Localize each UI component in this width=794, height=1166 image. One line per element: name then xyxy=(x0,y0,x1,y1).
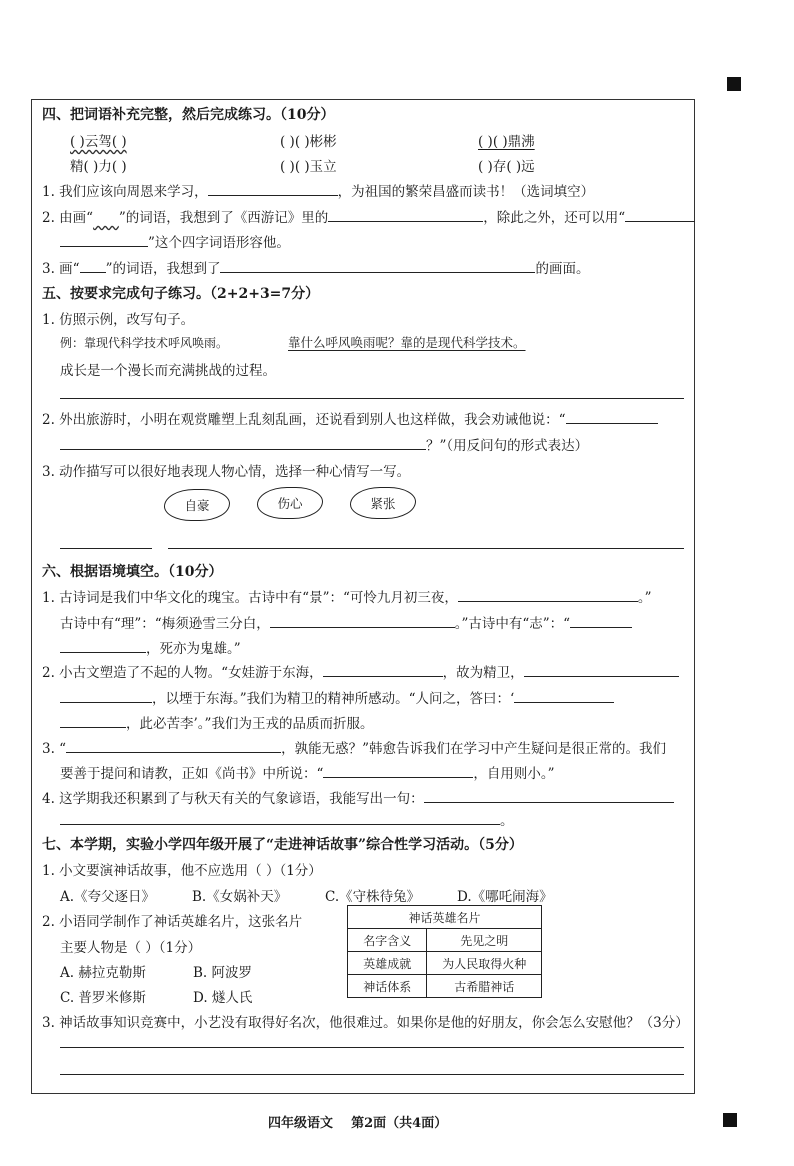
sec6-q4-cont: 。 xyxy=(60,809,514,829)
registration-mark-top xyxy=(727,77,741,91)
hero-card-table xyxy=(347,905,542,998)
card-value: 先见之明 xyxy=(427,929,542,952)
sec5-q3: 3. 动作描写可以很好地表现人物心情，选择一种心情写一写。 xyxy=(42,464,411,480)
option-a[interactable]: A.《夸父逐日》 xyxy=(60,889,156,905)
answer-blank[interactable] xyxy=(323,662,443,677)
answer-blank[interactable] xyxy=(60,638,146,653)
answer-blank[interactable] xyxy=(323,763,473,778)
answer-blank[interactable] xyxy=(625,207,695,222)
card-label: 神话体系 xyxy=(348,975,427,998)
sec6-q2-cont2: ，此必苦李’。”我们为王戎的品质而折服。 xyxy=(60,712,373,732)
answer-blank[interactable] xyxy=(208,181,338,196)
word-blank[interactable]: 精( )力( ) xyxy=(70,159,127,175)
section-4-title: 四、把词语补充完整，然后完成练习。（10分） xyxy=(42,107,335,123)
rewrite-sentence: 成长是一个漫长而充满挑战的过程。 xyxy=(60,363,276,379)
answer-line[interactable] xyxy=(60,548,152,549)
card-label: 英雄成就 xyxy=(348,952,427,975)
sec6-q3: 3. “ ，孰能无惑？”韩愈告诉我们在学习中产生疑问是很正常的。我们 xyxy=(42,737,666,757)
answer-blank[interactable] xyxy=(328,207,483,222)
sec7-q3: 3. 神话故事知识竞赛中，小艺没有取得好名次，他很难过。如果你是他的好朋友，你会怎么安慰他？（3分） xyxy=(42,1015,689,1031)
answer-blank[interactable] xyxy=(424,788,674,803)
example-sentence: 例：靠现代科学技术呼风唤雨。 xyxy=(60,336,229,350)
answer-blank[interactable] xyxy=(270,613,455,628)
answer-blank[interactable] xyxy=(458,587,638,602)
registration-mark-bottom xyxy=(723,1113,737,1127)
answer-blank[interactable] xyxy=(60,232,148,247)
option-b[interactable]: B.《女娲补天》 xyxy=(192,889,288,905)
option-a[interactable]: A. 赫拉克勒斯 xyxy=(60,965,146,981)
answer-blank[interactable] xyxy=(60,713,126,728)
word-blank[interactable]: ( )( )玉立 xyxy=(280,159,337,175)
mood-option-proud[interactable]: 自豪 xyxy=(164,489,230,521)
answer-line[interactable] xyxy=(60,1047,684,1048)
card-value: 古希腊神话 xyxy=(427,975,542,998)
sec6-q1: 1. 古诗词是我们中华文化的瑰宝。古诗中有“景”：“可怜九月初三夜， 。” xyxy=(42,586,652,606)
word-blank[interactable]: ( )( )彬彬 xyxy=(280,134,337,150)
option-d[interactable]: D.《哪吒闹海》 xyxy=(457,889,553,905)
sec7-q1: 1. 小文要演神话故事，他不应选用（ ）（1分） xyxy=(42,863,322,879)
section-7-title: 七、本学期，实验小学四年级开展了“走进神话故事”综合性学习活动。（5分） xyxy=(42,837,523,853)
option-d[interactable]: D. 燧人氏 xyxy=(193,990,253,1006)
mood-option-sad[interactable]: 伤心 xyxy=(257,487,323,519)
answer-line[interactable] xyxy=(60,1074,684,1075)
sec5-q2-cont: ？”（用反问句的形式表达） xyxy=(60,434,588,454)
sec7-q2: 2. 小语同学制作了神话英雄名片，这张名片 xyxy=(42,914,303,930)
sec4-q1: 1. 我们应该向周恩来学习， ，为祖国的繁荣昌盛而读书！（选词填空） xyxy=(42,180,594,200)
card-value: 为人民取得火种 xyxy=(427,952,542,975)
answer-blank[interactable] xyxy=(66,738,281,753)
section-5-title: 五、按要求完成句子练习。（2+2+3=7分） xyxy=(42,286,320,302)
sec4-q2-cont: ”这个四字词语形容他。 xyxy=(60,231,290,251)
sec4-q2: 2. 由画“ ”的词语，我想到了《西游记》里的 ，除此之外，还可以用“ xyxy=(42,206,695,226)
sec5-q2: 2. 外出旅游时，小明在观赏雕塑上乱刻乱画，还说看到别人也这样做，我会劝诫他说：“ xyxy=(42,408,658,428)
answer-blank[interactable] xyxy=(60,435,426,450)
sec7-q2-cont: 主要人物是（ ）（1分） xyxy=(60,940,202,956)
answer-blank[interactable] xyxy=(524,662,679,677)
sec6-q1-cont: 古诗中有“理”：“梅须逊雪三分白， 。”古诗中有“志”：“ xyxy=(60,612,632,632)
word-blank[interactable]: ( )云驾( ) xyxy=(70,134,127,150)
sec6-q2-cont: ，以堙于东海。”我们为精卫的精神所感动。“人问之，答曰：‘ xyxy=(60,687,614,707)
answer-blank[interactable] xyxy=(220,258,535,273)
option-b[interactable]: B. 阿波罗 xyxy=(193,965,253,981)
page-footer: 四年级语文 第2面（共4面） xyxy=(268,1116,448,1131)
example-answer: 靠什么呼风唤雨呢？靠的是现代科学技术。 xyxy=(288,335,526,350)
answer-blank[interactable] xyxy=(514,688,614,703)
answer-blank[interactable] xyxy=(60,810,500,825)
answer-line[interactable] xyxy=(168,548,684,549)
word-blank[interactable]: ( )( )鼎沸 xyxy=(478,134,535,150)
option-c[interactable]: C. 普罗米修斯 xyxy=(60,990,146,1006)
card-title: 神话英雄名片 xyxy=(348,906,542,929)
answer-blank[interactable] xyxy=(566,409,658,424)
answer-blank[interactable] xyxy=(60,688,152,703)
answer-line[interactable] xyxy=(60,398,684,399)
sec6-q1-cont2: ，死亦为鬼雄。” xyxy=(60,637,241,657)
sec6-q2: 2. 小古文塑造了不起的人物。“女娃游于东海， ，故为精卫， xyxy=(42,661,679,681)
card-label: 名字含义 xyxy=(348,929,427,952)
sec5-q1: 1. 仿照示例，改写句子。 xyxy=(42,312,195,328)
sec6-q4: 4. 这学期我还积累到了与秋天有关的气象谚语，我能写出一句： xyxy=(42,787,674,807)
option-c[interactable]: C.《守株待兔》 xyxy=(325,889,421,905)
sec4-q3: 3. 画“ ”的词语，我想到了 的画面。 xyxy=(42,257,589,277)
answer-blank[interactable] xyxy=(570,613,632,628)
section-6-title: 六、根据语境填空。（10分） xyxy=(42,564,223,580)
sec6-q3-cont: 要善于提问和请教，正如《尚书》中所说：“ ，自用则小。” xyxy=(60,762,555,782)
word-blank[interactable]: ( )存( )远 xyxy=(478,159,535,175)
mood-option-nervous[interactable]: 紧张 xyxy=(350,487,416,519)
